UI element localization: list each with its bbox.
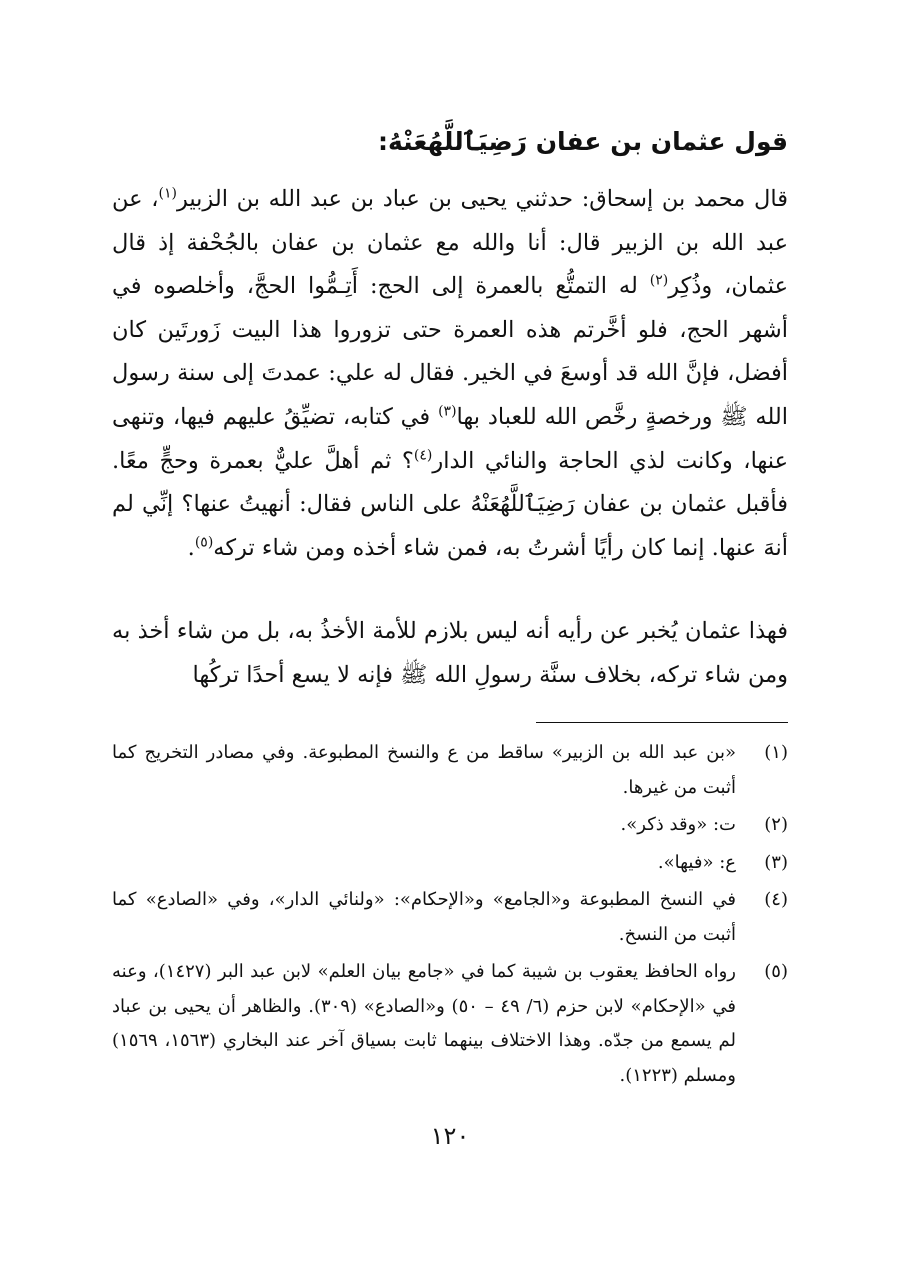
footnotes-list: [112, 736, 788, 1096]
footnote-ref-2[interactable]: (٢): [649, 272, 669, 289]
footnote-number: (٢): [764, 814, 788, 835]
footnote-ref-3[interactable]: (٣): [438, 403, 457, 420]
footnote-separator: [536, 722, 788, 723]
footnote-item: [112, 736, 788, 805]
footnote-text: ت: «وقد ذكر».: [620, 814, 736, 835]
main-paragraph-2: فهذا عثمان يُخبر عن رأيه أنه ليس بلازم للأمة الأخذُ به، بل من شاء أخذ به ومن شاء تركه، بخلاف سنَّة رسولِ الله ﷺ فإنه لا يسع أحدًا تركُها: [112, 618, 788, 688]
footnote-number: (٣): [764, 851, 788, 873]
paragraph-text: في كتابه، تضيِّقُ عليهم فيها، وتنهى عنها، وكانت لذي الحاجة والنائي الدار: [112, 403, 789, 474]
footnote-text: رواه الحافظ يعقوب بن شيبة كما في «جامع بيان العلم» لابن عبد البر (١٤٢٧)، وعنه في «الإحكام» لابن حزم (٦/ ٤٩ – ٥٠) و«الصادع» (٣٠٩). والظاهر أن يحيى بن عباد لم يسمع من جدّه. وهذا الاختلاف بينهما ثابت بسياق آخر عند البخاري (١٥٦٣، ١٥٦٩) ومسلم (١٢٢٣).: [112, 961, 736, 1086]
footnote-ref-1[interactable]: (١): [158, 185, 177, 202]
footnote-text: «بن عبد الله بن الزبير» ساقط من ع والنسخ المطبوعة. وفي مصادر التخريج كما أثبت من غيرها.: [112, 742, 736, 798]
section-heading: قول عثمان بن عفان رَضِيَٱللَّهُعَنْهُ:: [378, 127, 788, 156]
page-number: ١٢٠: [430, 1122, 470, 1150]
footnote-number: (١): [764, 742, 788, 763]
footnote-number: (٤): [764, 889, 788, 910]
paragraph-text: ؟ ثم أهلَّ عليٌّ بعمرة وحجٍّ معًا. فأقبل عثمان بن عفان رَضِيَٱللَّهُعَنْهُ على الناس فقال: أنهيتُ عنها؟ إنِّي لم أنهَ عنها. إنما كان رأيًا أشرتُ به، فمن شاء أخذه ومن شاء تركه: [112, 447, 788, 561]
footnote-text: في النسخ المطبوعة و«الجامع» و«الإحكام»: «ولنائي الدار»، وفي «الصادع» كما أثبت من النسخ.: [112, 889, 736, 945]
paragraph-text: .: [187, 534, 195, 561]
footnote-text: ع: «فيها».: [657, 851, 736, 873]
footnote-item: [112, 955, 788, 1093]
paragraph-text: له التمتُّع بالعمرة إلى الحج: أَتِـمُّوا الحجَّ، وأخلصوه في أشهر الحج، فلو أخَّرتم هذه العمرة حتى تزوروا هذا البيت زَورتَين كان أفضل، فإنَّ الله قد أوسعَ في الخير. فقال له علي: عمدتَ إلى سنة رسول الله ﷺ ورخصةٍ رخَّص الله للعباد بها: [112, 273, 788, 430]
footnote-number: (٥): [764, 961, 788, 982]
footnote-item: [112, 883, 788, 952]
footnote-ref-4[interactable]: (٤): [413, 447, 433, 464]
main-paragraph-1: [112, 178, 788, 570]
footnote-ref-5[interactable]: (٥): [194, 534, 214, 551]
footnote-item: [112, 846, 788, 881]
paragraph-text: ، عن عبد الله بن الزبير قال: أنا والله مع عثمان بن عفان بالجُحْفة إذ قال عثمان، وذُكِر: [112, 186, 789, 300]
footnote-item: [112, 808, 788, 843]
paragraph-text: قال محمد بن إسحاق: حدثني يحيى بن عباد بن عبد الله بن الزبير: [176, 186, 788, 212]
